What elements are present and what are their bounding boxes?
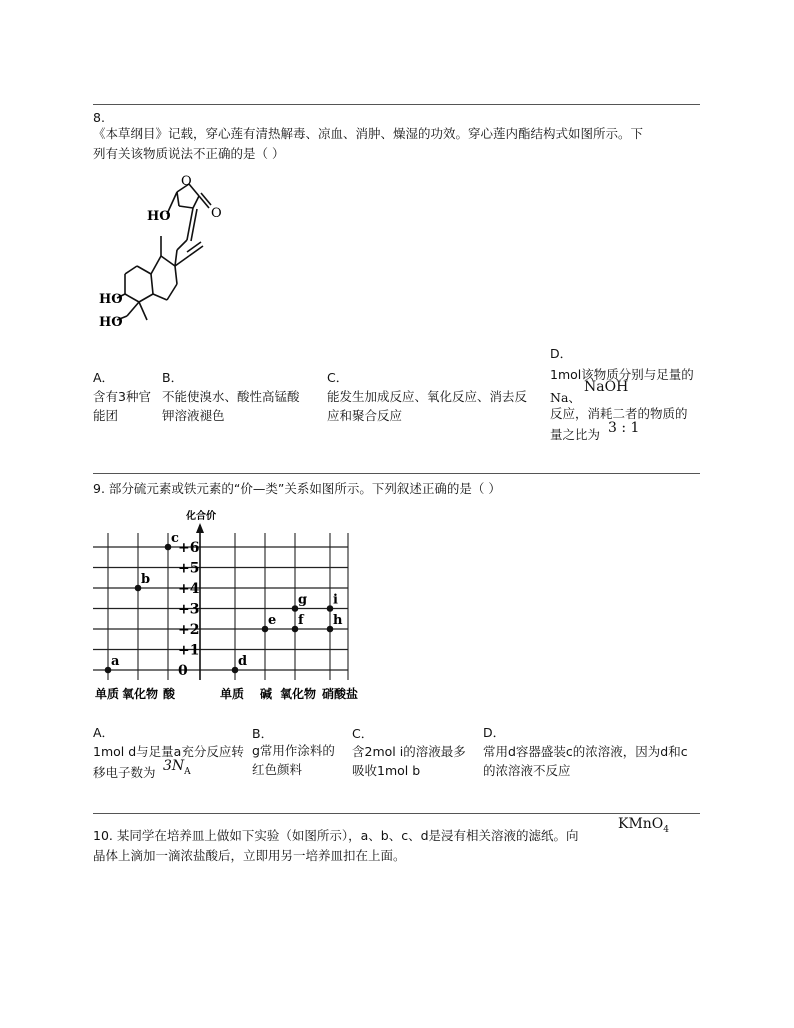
option-text: 的浓溶液不反应 [483,763,571,778]
q10-formula-kmno4: KMnO$_4$ [618,816,670,835]
y-tick-label: +6 [178,540,200,556]
q9-option-a[interactable] [93,723,244,781]
option-text: 常用d容器盛装c的浓溶液，因为d和c [483,744,688,759]
q8-option-a[interactable] [93,368,151,425]
option-text: 应和聚合反应 [327,408,403,423]
valence-class-chart [90,505,365,705]
y-tick-label: +5 [178,560,200,577]
option-text: 反应，消耗二者的物质的 [550,406,688,421]
option-text-na: Na、 [550,390,581,405]
option-text: 含有3种官 [93,389,151,404]
ring-oxygen-label: O [181,174,192,189]
point-label-e: e [268,613,277,628]
option-text: 不能使溴水、酸性高锰酸 [162,389,300,404]
point-label-d: d [238,654,248,669]
q10-stem-line2: 晶体上滴加一滴浓盐酸后，立即用另一培养皿扣在上面。 [93,848,406,863]
q8-option-c[interactable] [327,368,527,425]
point-label-c: c [171,531,179,546]
category-label: 碱 [260,687,273,701]
option-math: $3N_A$ [163,758,191,777]
hydroxyl-ring-label: HO [147,209,171,224]
option-letter: B． [162,370,184,385]
option-letter: A． [93,725,115,740]
q9-option-d[interactable] [483,723,688,780]
option-text: 含2mol i的溶液最多 [352,744,466,759]
category-label: 氧化物 [280,687,317,701]
hydroxyl-left-label: HO [99,292,123,307]
option-text: 钾溶液褪色 [162,408,225,423]
option-text: g常用作涂料的 [252,743,335,758]
hydroxyl-bottom-label: HO [99,315,123,330]
option-letter: C． [327,370,349,385]
q9-number: 9. [93,481,105,496]
option-letter: D． [483,725,506,740]
option-ratio: 3 : 1 [608,420,640,436]
option-letter: C． [352,726,374,741]
point-label-a: a [111,654,120,669]
carbonyl-oxygen-label: O [211,206,222,221]
point-label-i: i [333,592,338,608]
q8-number: 8. [93,110,105,125]
option-formula-naoh: NaOH [584,379,629,395]
y-tick-label: 0 [178,663,188,679]
separator-q8 [93,104,700,105]
category-label: 氧化物 [122,687,159,701]
option-text: 量之比为 [550,427,601,442]
q9-option-b[interactable] [252,727,335,779]
q10-stem-line1: 10. 某同学在培养皿上做如下实验（如图所示），a、b、c、d是浸有相关溶液的滤纸。向 [93,828,579,843]
option-text: 红色颜料 [252,762,303,777]
separator-q9 [93,473,700,474]
q9-stem [93,479,501,498]
q9-stem-text: 部分硫元素或铁元素的“价—类”关系如图所示。下列叙述正确的是（ ） [108,481,501,496]
y-tick-label: +4 [178,581,200,597]
option-text: 1mol d与足量a充分反应转 [93,744,244,759]
y-axis-arrow [196,523,204,533]
option-letter: D． [550,346,573,361]
category-label: 硝酸盐 [322,687,359,701]
option-letter: B． [252,726,274,741]
point-label-b: b [141,572,151,587]
y-tick-label: +1 [178,642,200,659]
separator-q10 [93,813,700,814]
point-label-f: f [298,613,304,628]
category-label: 单质 [95,687,120,701]
option-text: 能团 [93,408,119,423]
point-label-h: h [333,613,343,628]
category-label: 单质 [220,687,245,701]
y-tick-label: +2 [178,622,200,638]
q8-option-d[interactable] [550,344,694,443]
q8-stem-line2: 列有关该物质说法不正确的是（ ） [93,146,285,161]
option-text: 吸收1mol b [352,763,421,778]
category-label: 酸 [163,687,176,701]
y-axis-label: 化合价 [186,511,216,522]
andrographolide-structure [95,170,245,340]
y-tick-label: +3 [178,601,200,618]
point-label-g: g [298,592,308,608]
option-text: 能发生加成反应、氧化反应、消去反 [327,389,528,404]
option-text: 1mol该物质分别与足量的 [550,367,694,382]
option-text: 移电子数为 [93,765,156,780]
q8-option-b[interactable] [162,368,300,425]
option-letter: A． [93,370,115,385]
q9-option-c[interactable] [352,726,466,780]
q8-stem-line1: 《本草纲目》记载，穿心莲有清热解毒、凉血、消肿、燥湿的功效。穿心莲内酯结构式如图所示。下 [93,126,644,141]
